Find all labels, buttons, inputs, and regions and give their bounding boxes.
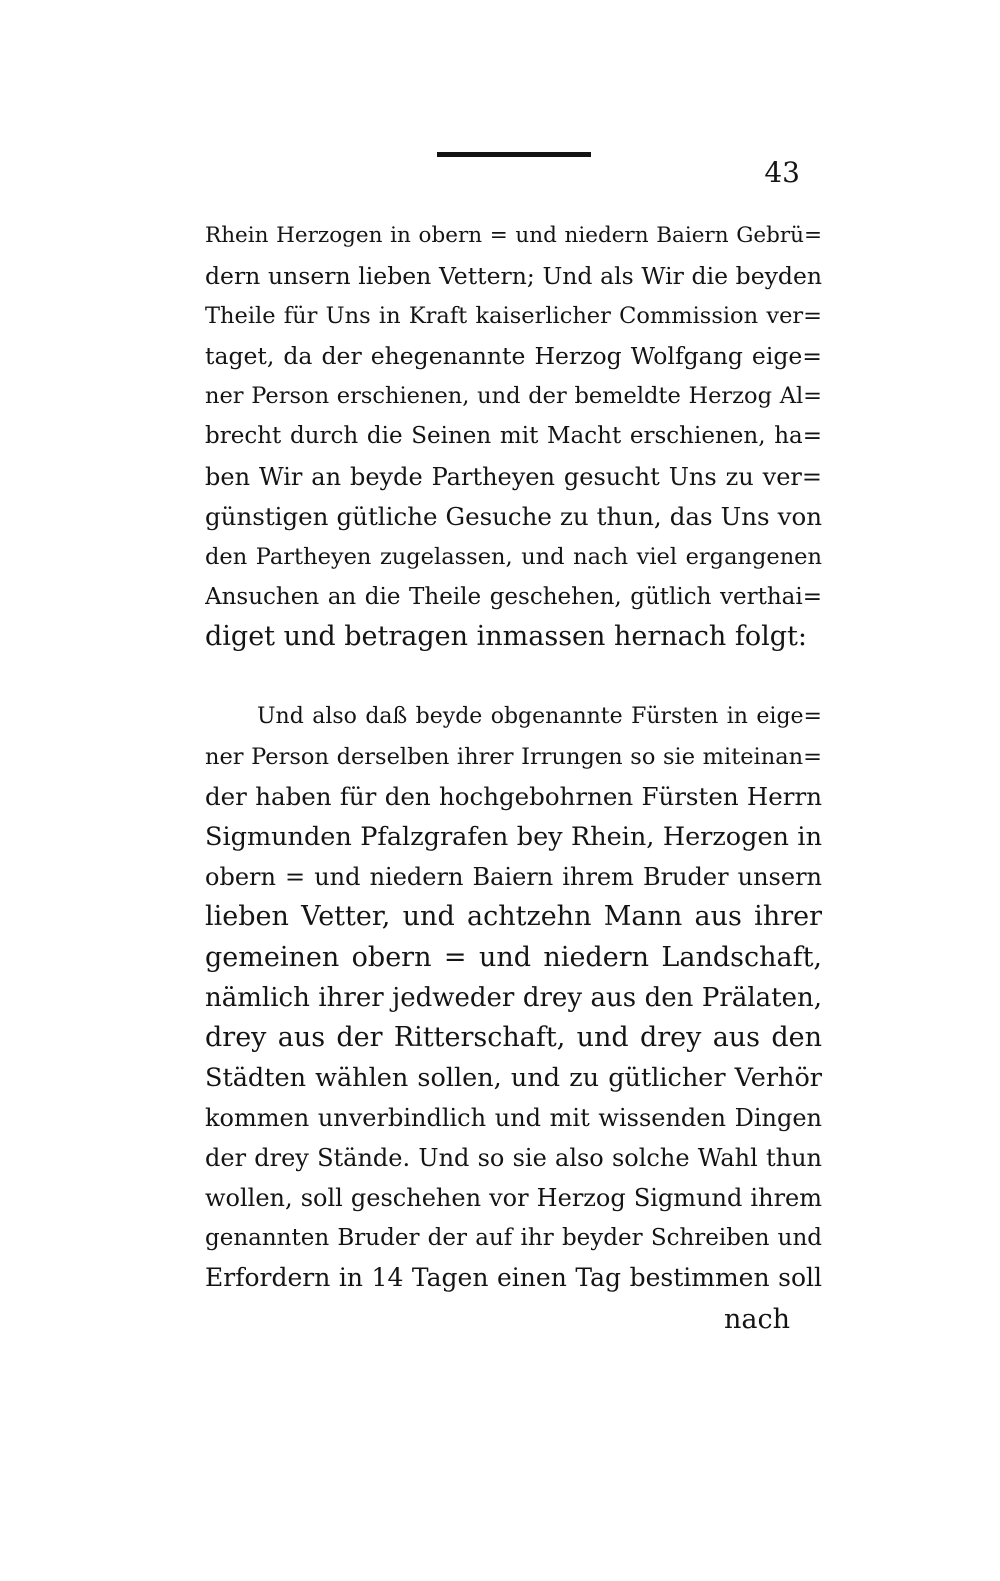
paragraph-2: [205, 697, 822, 1298]
text-line: ner Person derselben ihrer Irrungen so sie miteinan=: [205, 744, 822, 771]
text-line: Sigmunden Pfalzgrafen bey Rhein, Herzogen in: [205, 822, 822, 853]
text-line: wollen, soll geschehen vor Herzog Sigmund ihrem: [205, 1184, 822, 1213]
text-line: ner Person erschienen, und der bemeldte Herzog Al=: [205, 383, 822, 410]
paragraph-1: [205, 216, 822, 657]
text-line: Städten wählen sollen, und zu gütlicher Verhör: [205, 1062, 822, 1093]
text-line: nämlich ihrer jedweder drey aus den Prälaten,: [205, 982, 822, 1013]
text-line: der haben für den hochgebohrnen Fürsten Herrn: [205, 782, 822, 812]
text-line: Erfordern in 14 Tagen einen Tag bestimmen soll: [205, 1263, 822, 1293]
text-line: dern unsern lieben Vettern; Und als Wir die beyden: [205, 262, 822, 291]
text-line: den Partheyen zugelassen, und nach viel ergangenen: [205, 543, 822, 570]
text-line: Theile für Uns in Kraft kaiserlicher Commission ver=: [205, 303, 822, 330]
text-line: lieben Vetter, und achtzehn Mann aus ihrer: [205, 901, 822, 933]
text-line: obern = und niedern Baiern ihrem Bruder unsern: [205, 863, 822, 892]
text-line: diget und betragen inmassen hernach folgt:: [205, 620, 807, 652]
text-line: Ansuchen an die Theile geschehen, gütlich verthai=: [205, 583, 822, 610]
text-line: drey aus der Ritterschaft, und drey aus den: [205, 1021, 822, 1053]
text-line: genannten Bruder der auf ihr beyder Schreiben und: [205, 1225, 822, 1252]
text-line: taget, da der ehegenannte Herzog Wolfgang eige=: [205, 342, 822, 371]
text-line: gemeinen obern = und niedern Landschaft,: [205, 941, 822, 973]
text-line: brecht durch die Seinen mit Macht erschienen, ha=: [205, 423, 822, 450]
catchword: nach: [724, 1304, 790, 1335]
text-line: Und also daß beyde obgenannte Fürsten in eige=: [257, 704, 822, 729]
text-line: Rhein Herzogen in obern = und niedern Baiern Gebrü=: [205, 223, 822, 248]
text-line: günstigen gütliche Gesuche zu thun, das Uns von: [205, 501, 822, 531]
text-line: kommen unverbindlich und mit wissenden Dingen: [205, 1103, 822, 1132]
text-line: der drey Stände. Und so sie also solche Wahl thun: [205, 1144, 822, 1173]
page-number: 43: [764, 156, 800, 189]
text-line: ben Wir an beyde Partheyen gesucht Uns zu ver=: [205, 462, 822, 491]
header-rule: [437, 152, 591, 157]
